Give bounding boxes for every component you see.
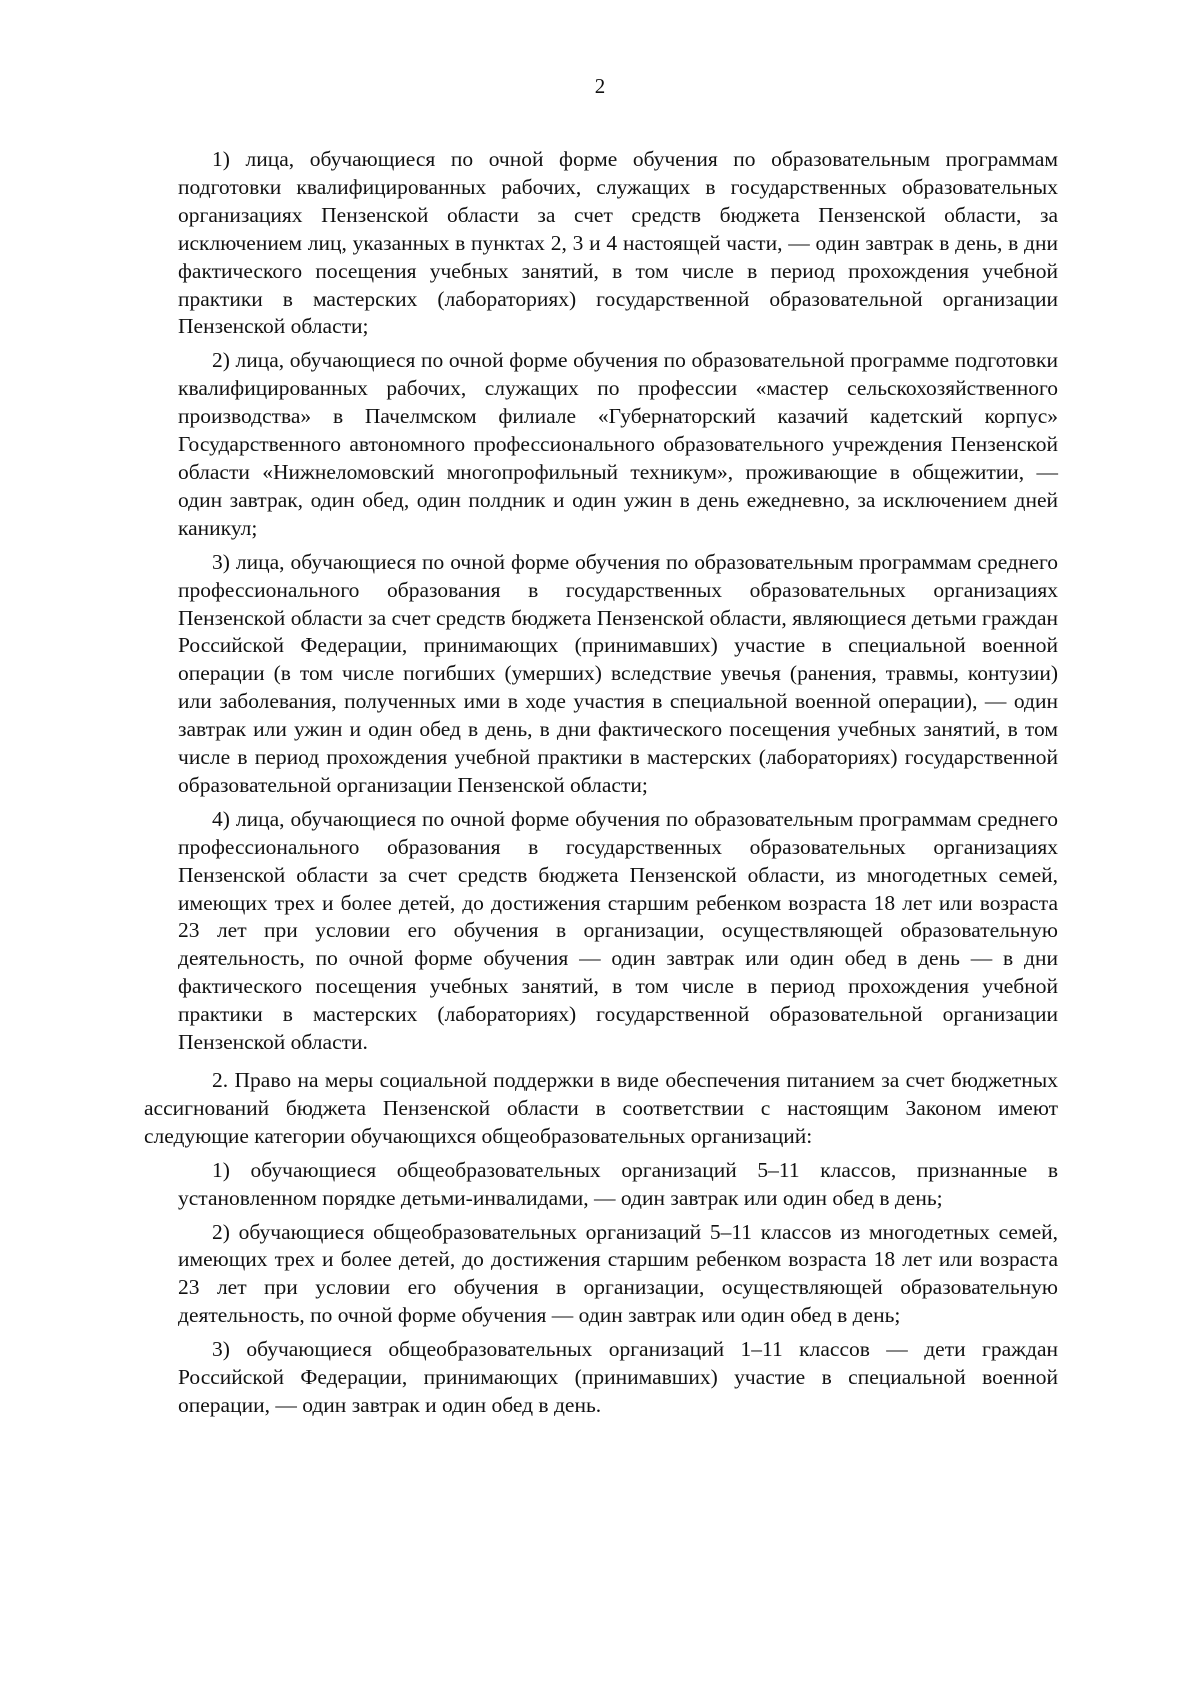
section-2-item-1: 1) обучающиеся общеобразовательных организаций 5–11 классов, признанные в установленном порядке детьми-инвалидами, — один завтрак или один обед в день;: [178, 1157, 1058, 1210]
section-2-item-3: 3) обучающиеся общеобразовательных организаций 1–11 классов — дети граждан Российской Федерации, принимающих (принимавших) участие в специальной военной операции, — один завтрак и один обед в день.: [178, 1337, 1058, 1417]
part1-item-3: 3) лица, обучающиеся по очной форме обучения по образовательным программам среднего профессионального образования в государственных образовательных организациях Пензенской области за счет средств бюджета Пензенской области, являющиеся детьми граждан Российской Федерации, принимающих (принимавших) участие в специальной военной операции (в том числе погибших (умерших) вследствие увечья (ранения, травмы, контузии) или заболевания, полученных ими в ходе участия в специальной военной операции), — один завтрак или ужин и один обед в день, в дни фактического посещения учебных занятий, в том числе в период прохождения учебной практики в мастерских (лабораториях) государственной образовательной организации Пензенской области;: [178, 549, 1058, 797]
section-2-item-2: 2) обучающиеся общеобразовательных организаций 5–11 классов из многодетных семей, имеющих трех и более детей, до достижения старшим ребенком возраста 18 лет или возраста 23 лет при условии его обучения в организации, осуществляющей образовательную деятельность, по очной форме обучения — один завтрак или один обед в день;: [178, 1219, 1058, 1328]
part1-item-1: 1) лица, обучающиеся по очной форме обучения по образовательным программам подготовки квалифицированных рабочих, служащих в государственных образовательных организациях Пензенской области за счет средств бюджета Пензенской области, за исключением лиц, указанных в пунктах 2, 3 и 4 настоящей части, — один завтрак в день, в дни фактического посещения учебных занятий, в том числе в период прохождения учебной практики в мастерских (лабораториях) государственной образовательной организации Пензенской области;: [178, 147, 1058, 339]
page-number: 2: [594, 74, 606, 98]
section-2-paragraph: 2. Право на меры социальной поддержки в виде обеспечения питанием за счет бюджетных ассигнований бюджета Пензенской области в соответствии с настоящим Законом имеют следующие категории обучающихся общеобразовательных организаций:: [144, 1068, 1058, 1148]
document-body: [144, 146, 1058, 1426]
part1-item-2: 2) лица, обучающиеся по очной форме обучения по образовательной программе подготовки квалифицированных рабочих, служащих по профессии «мастер сельскохозяйственного производства» в Пачелмском филиале «Губернаторский казачий кадетский корпус» Государственного автономного профессионального образовательного учреждения Пензенской области «Нижнеломовский многопрофильный техникум», проживающие в общежитии, — один завтрак, один обед, один полдник и один ужин в день ежедневно, за исключением дней каникул;: [178, 348, 1058, 540]
part1-item-4: 4) лица, обучающиеся по очной форме обучения по образовательным программам среднего профессионального образования в государственных образовательных организациях Пензенской области за счет средств бюджета Пензенской области, из многодетных семей, имеющих трех и более детей, до достижения старшим ребенком возраста 18 лет или возраста 23 лет при условии его обучения в организации, осуществляющей образовательную деятельность, по очной форме обучения — один завтрак или один обед в день — в дни фактического посещения учебных занятий, в том числе в период прохождения учебной практики в мастерских (лабораториях) государственной образовательной организации Пензенской области.: [178, 806, 1058, 1055]
